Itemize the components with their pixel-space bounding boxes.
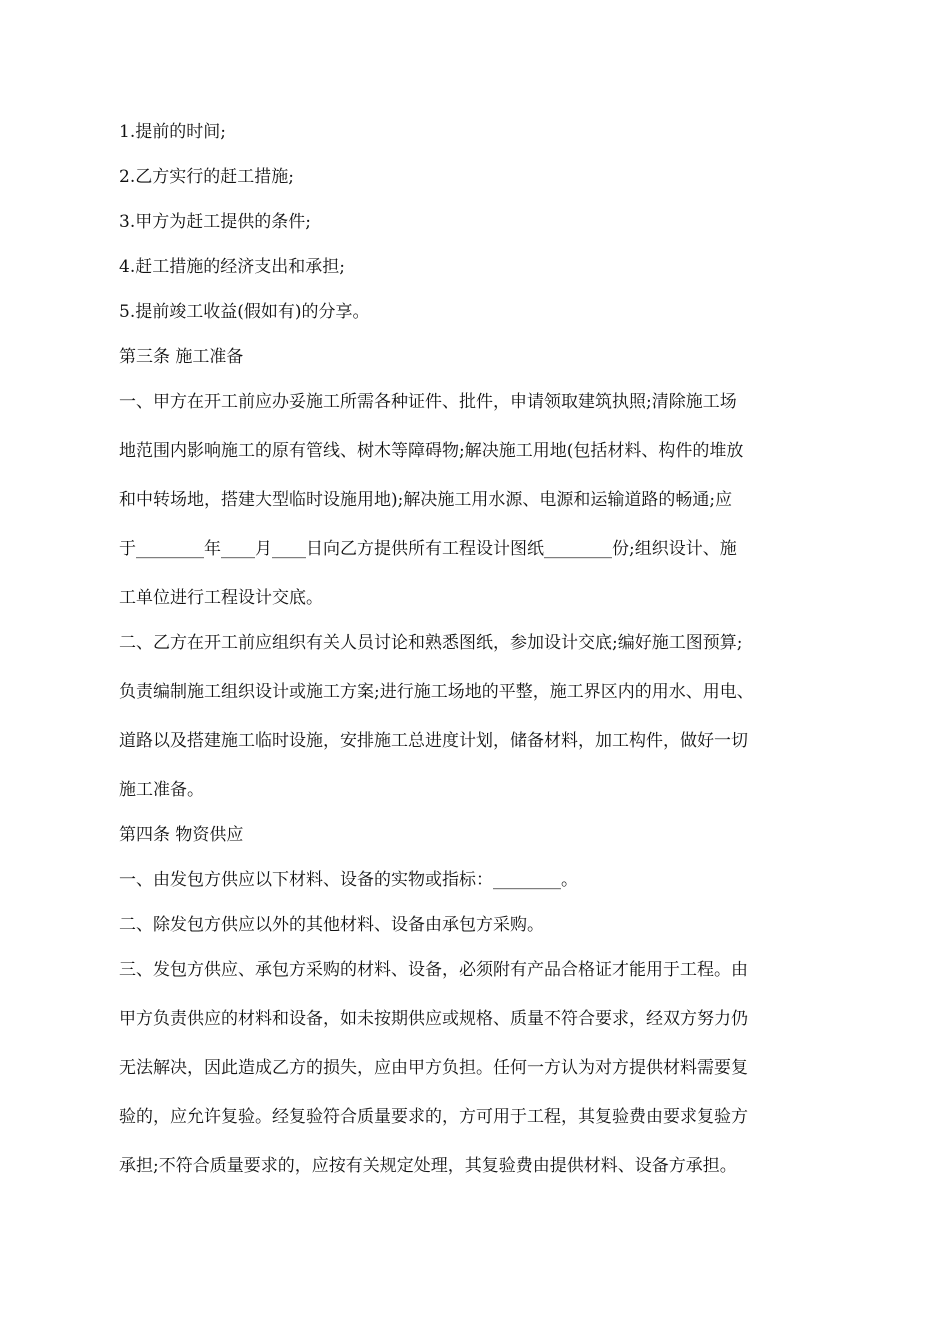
text-line: 1.提前的时间;	[119, 122, 226, 142]
text-line: 和中转场地，搭建大型临时设施用地);解决施工用水源、电源和运输道路的畅通;应	[119, 490, 733, 510]
text-line: 三、发包方供应、承包方采购的材料、设备，必须附有产品合格证才能用于工程。由	[119, 960, 748, 980]
text-line: 施工准备。	[119, 780, 204, 800]
text-line: 无法解决，因此造成乙方的损失，应由甲方负担。任何一方认为对方提供材料需要复	[119, 1058, 748, 1078]
text-line: 负责编制施工组织设计或施工方案;进行施工场地的平整，施工界区内的用水、用电、	[119, 682, 754, 702]
text-line: 二、乙方在开工前应组织有关人员讨论和熟悉图纸，参加设计交底;编好施工图预算;	[119, 633, 743, 653]
text-line: 一、由发包方供应以下材料、设备的实物或指标：________。	[119, 870, 578, 890]
text-line: 5.提前竣工收益(假如有)的分享。	[119, 302, 370, 322]
text-line: 道路以及搭建施工临时设施，安排施工总进度计划，储备材料，加工构件，做好一切	[119, 731, 748, 751]
text-line: 地范围内影响施工的原有管线、树木等障碍物;解决施工用地(包括材料、构件的堆放	[119, 441, 744, 461]
text-line: 验的，应允许复验。经复验符合质量要求的，方可用于工程，其复验费由要求复验方	[119, 1107, 748, 1127]
text-line: 工单位进行工程设计交底。	[119, 588, 323, 608]
text-line: 2.乙方实行的赶工措施;	[119, 167, 294, 187]
text-line: 一、甲方在开工前应办妥施工所需各种证件、批件，申请领取建筑执照;清除施工场	[119, 392, 737, 412]
text-line: 承担;不符合质量要求的，应按有关规定处理，其复验费由提供材料、设备方承担。	[119, 1156, 737, 1176]
text-line: 甲方负责供应的材料和设备，如未按期供应或规格、质量不符合要求，经双方努力仍	[119, 1009, 748, 1029]
section-heading: 第三条 施工准备	[119, 347, 244, 367]
document-body	[119, 120, 839, 1178]
text-line: 4.赶工措施的经济支出和承担;	[119, 257, 345, 277]
text-line: 二、除发包方供应以外的其他材料、设备由承包方采购。	[119, 915, 544, 935]
text-line: 3.甲方为赶工提供的条件;	[119, 212, 311, 232]
text-line: 于________年____月____日向乙方提供所有工程设计图纸________份;组织设计、施	[119, 539, 737, 559]
section-heading: 第四条 物资供应	[119, 825, 244, 845]
